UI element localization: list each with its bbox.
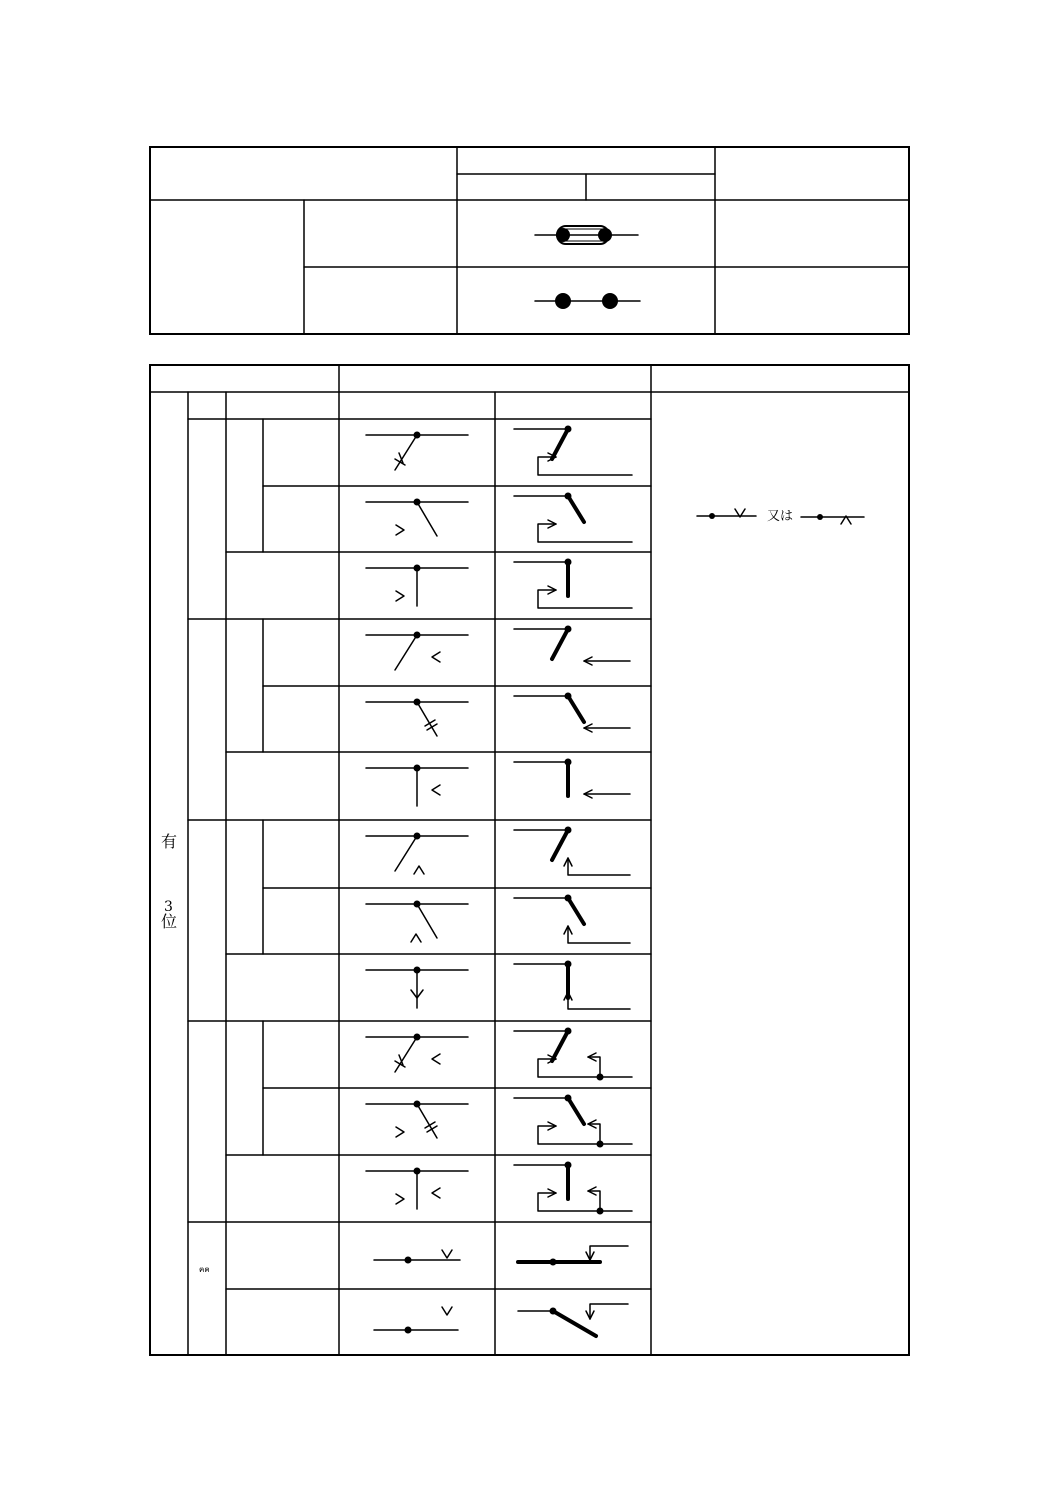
chevron-mark xyxy=(432,785,440,795)
diagram-blade-thick xyxy=(552,629,568,659)
legend-connector: 又は xyxy=(767,509,794,524)
table2-border xyxy=(150,365,909,1355)
chevron-mark xyxy=(396,1127,404,1137)
contact-dot xyxy=(555,293,571,309)
chevron-mark xyxy=(442,1307,452,1315)
side-label-top: 有 xyxy=(161,832,178,851)
chevron-mark xyxy=(442,1250,452,1258)
chevron-mark xyxy=(432,1054,440,1064)
diagram-blade-thick xyxy=(552,1031,568,1061)
diagram-blade-thick xyxy=(568,496,584,522)
feedback-path xyxy=(568,992,630,1009)
chevron-mark xyxy=(396,1194,404,1204)
diagram-blade-thick xyxy=(568,1098,584,1124)
diagram-blade xyxy=(395,435,417,470)
chevron-mark xyxy=(396,525,404,535)
diagram-blade xyxy=(417,904,437,938)
switch-diagrams xyxy=(366,426,632,1337)
side-label-mid: 3 xyxy=(164,899,173,915)
actuator-path xyxy=(590,1246,628,1260)
side-label-bottom: 位 xyxy=(161,912,178,931)
diagram-blade xyxy=(395,1037,417,1072)
contact-dot xyxy=(405,1327,412,1334)
diagram-blade-thick xyxy=(568,898,584,924)
table1-border xyxy=(150,147,909,334)
diagram-blade xyxy=(417,502,437,536)
diagram-blade xyxy=(395,836,417,871)
diagram-blade-thick xyxy=(552,830,568,860)
small-mark: ฅฅ xyxy=(199,1265,210,1274)
chevron-mark xyxy=(396,591,404,601)
feedback-path xyxy=(568,926,630,943)
table-grid xyxy=(150,147,909,1355)
junction-dot xyxy=(597,1141,604,1148)
tube-contact-dot xyxy=(556,228,570,242)
junction-dot xyxy=(597,1074,604,1081)
feedback-path xyxy=(568,858,630,875)
contact-dot xyxy=(405,1257,412,1264)
diagram-blade xyxy=(395,635,417,670)
chevron-mark xyxy=(414,866,424,874)
diagram-blade xyxy=(417,1104,437,1138)
diagram-blade-thick xyxy=(552,429,568,459)
diagram-blade xyxy=(417,702,437,736)
chevron-mark xyxy=(432,1188,440,1198)
actuator-path xyxy=(590,1304,628,1319)
tube-contact-dot xyxy=(598,228,612,242)
legend-dot xyxy=(817,514,823,520)
contact-dot xyxy=(602,293,618,309)
contact-dot xyxy=(550,1259,557,1266)
chevron-mark xyxy=(411,934,421,942)
diagram-blade-thick xyxy=(568,696,584,722)
chevron-mark xyxy=(432,652,440,662)
legend-dot xyxy=(709,513,715,519)
junction-dot xyxy=(597,1208,604,1215)
